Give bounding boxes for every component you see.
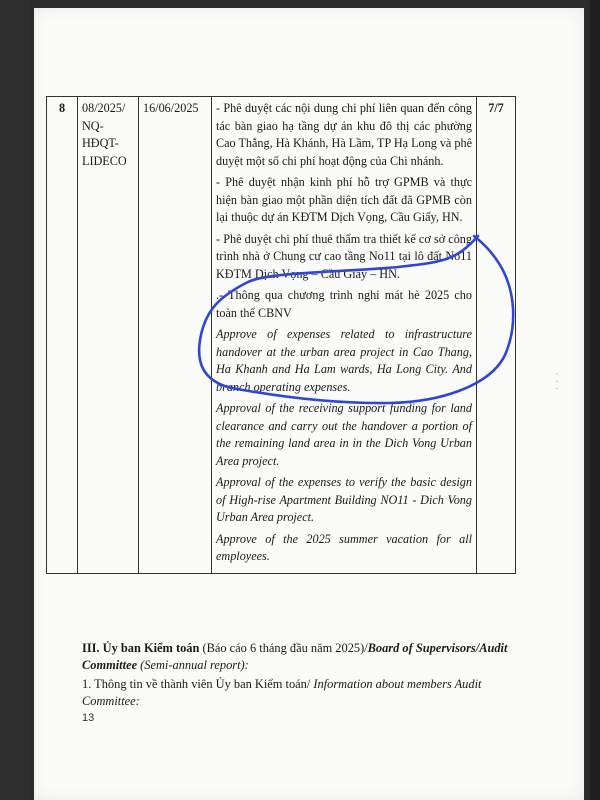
subsection-heading xyxy=(82,676,522,710)
subsection-label-vi: 1. Thông tin về thành viên Ủy ban Kiểm toán/ xyxy=(82,677,311,691)
resolution-content xyxy=(212,97,477,574)
document-number-line: LIDECO xyxy=(82,153,127,168)
section-title-en: Board of Supervisors/Audit Committee xyxy=(82,641,508,672)
content-en-item: Approve of expenses related to infrastructure handover at the urban area project in Cao Thang, Ha Khanh and Ha Lam wards, Ha Long City. And branch operating expenses. xyxy=(216,327,472,394)
content-en-item: Approve of the 2025 summer vacation for all employees. xyxy=(216,531,472,563)
content-vi-item: .- Thông qua chương trình nghỉ mát hè 2025 cho toàn thể CBNV xyxy=(216,288,472,320)
page-number: 13 xyxy=(82,712,95,724)
section-heading xyxy=(82,640,522,674)
content-vi-item: - Phê duyệt nhận kinh phí hỗ trợ GPMB và thực hiện bàn giao một phần diện tích đất đã GPMB còn lại thuộc dự án KĐTM Dịch Vọng, Cầu Giấy, HN. xyxy=(216,175,472,224)
resolution-date: 16/06/2025 xyxy=(139,97,212,574)
content-vi-item: - Phê duyệt chi phí thuê thẩm tra thiết kế cơ sở công trình nhà ở Chung cư cao tầng No11 tại lô đất No11 KĐTM Dịch Vọng – Cầu Giấy – HN. xyxy=(216,231,472,281)
resolutions-table xyxy=(46,96,516,574)
document-number-line: HĐQT- xyxy=(82,136,119,150)
margin-stamp-mark: · · · xyxy=(552,371,562,390)
table-row xyxy=(47,97,516,574)
content-en-item: Approval of the receiving support funding for land clearance and carry out the handover a portion of the remaining land area in in the Dich Vong Urban Area project. xyxy=(216,401,472,468)
document-number-line: NQ- xyxy=(82,118,104,133)
section-title-paren: (Báo cáo 6 tháng đầu năm 2025)/ xyxy=(199,641,368,655)
content-vi-item: - Phê duyệt các nội dung chi phí liên quan đến công tác bàn giao hạ tầng dự án khu đô thị các phường Cao Thắng, Hà Khánh, Hà Lầm, TP Hạ Long và phê duyệt một số chi phí hoạt động của Chi nhánh. xyxy=(216,101,472,168)
section-title-en-note: (Semi-annual report): xyxy=(137,658,249,672)
section-title-vi: III. Ủy ban Kiểm toán xyxy=(82,641,200,655)
row-number: 8 xyxy=(47,97,78,574)
viewer-background-left xyxy=(0,0,30,800)
approval-rate: 7/7 xyxy=(477,97,516,574)
viewer-background-right xyxy=(590,0,600,800)
document-number xyxy=(78,97,139,574)
content-en-item: Approval of the expenses to verify the basic design of High-rise Apartment Building NO11 - Dich Vong Urban Area project. xyxy=(216,475,472,524)
document-number-line: 08/2025/ xyxy=(82,101,126,115)
subsection-label-en: Information about members Audit Committee: xyxy=(82,677,482,708)
